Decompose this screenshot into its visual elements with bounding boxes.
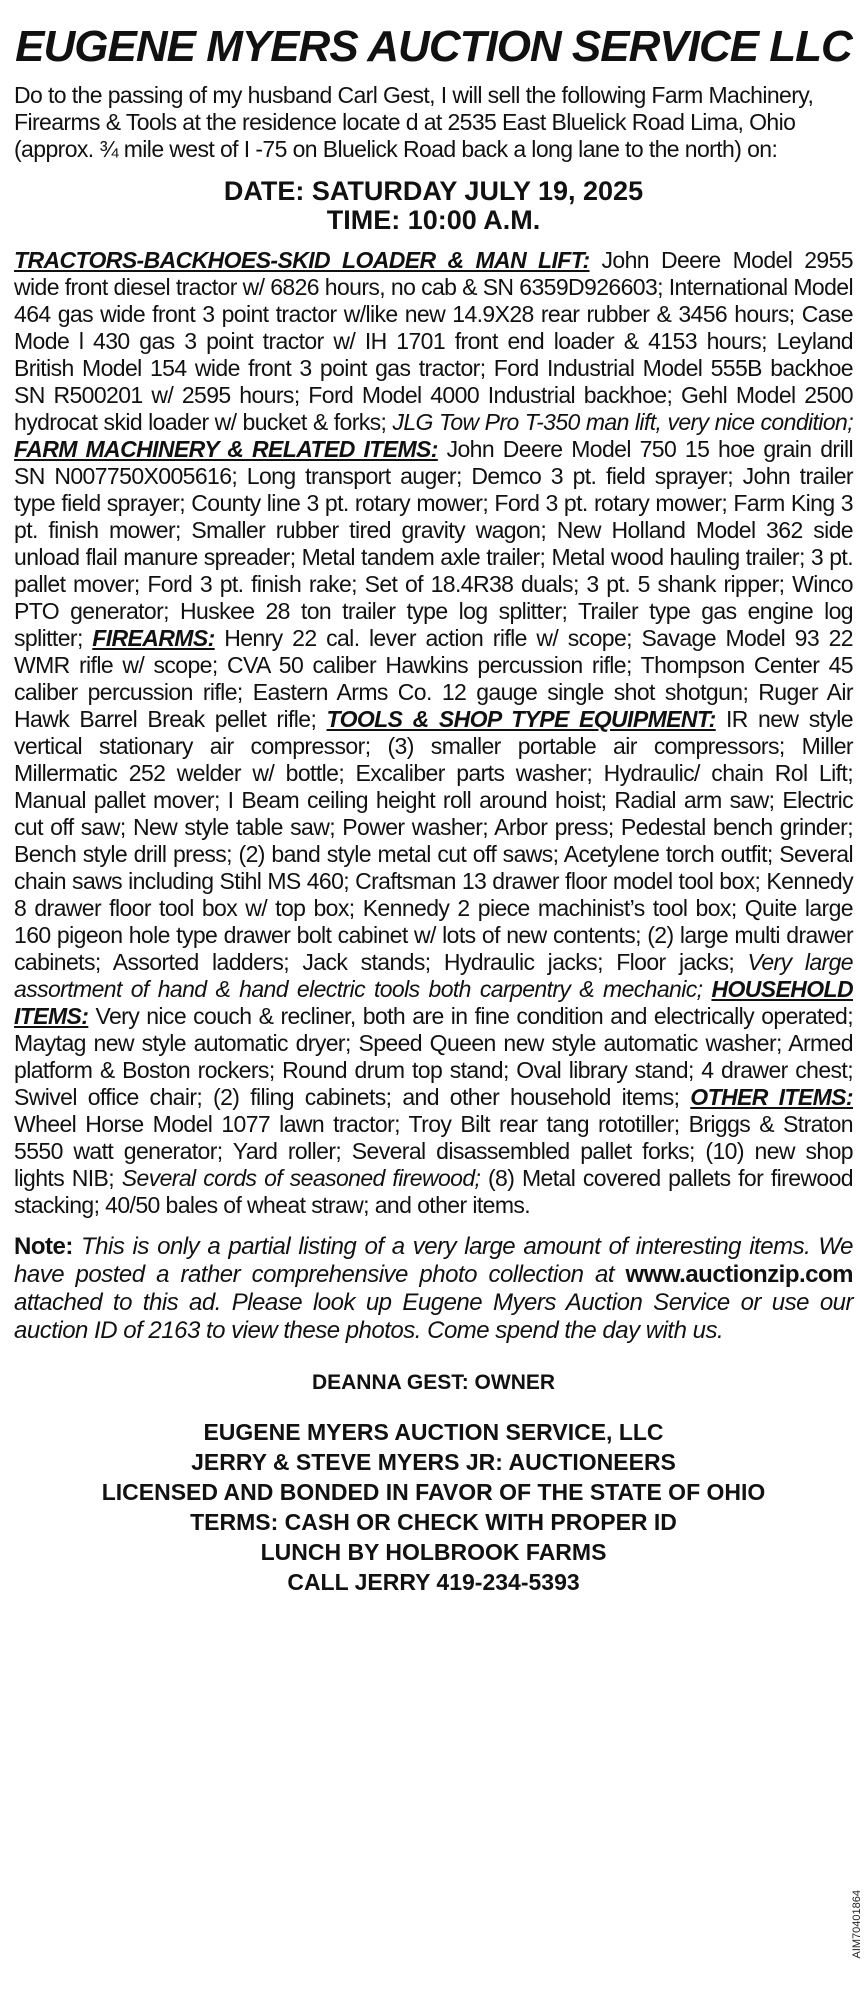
ad-id: AIM70401864 [851, 1889, 863, 1958]
other-heading: OTHER ITEMS: [690, 1084, 853, 1110]
note-text-2: attached to this ad. Please look up Eugene Myers Auction Service or use our auction ID of 2163 to view these photos. Come spend the day with us. [14, 1289, 853, 1344]
ad-title: EUGENE MYERS AUCTION SERVICE LLC [15, 22, 852, 71]
date-time-block [14, 177, 853, 235]
tools-italic: Very large assortment of hand & hand electric tools both carpentry & mechanic; [14, 949, 853, 1002]
note-paragraph [14, 1233, 853, 1345]
footer-block [14, 1417, 853, 1597]
note-label: Note: [14, 1233, 73, 1260]
intro-paragraph: Do to the passing of my husband Carl Gest, I will sell the following Farm Machinery, Firearms & Tools at the residence locate d at 2535 East Bluelick Road Lima, Ohio (approx. ¾ mile west of I -75 on Bluelick Road back a long lane to the north) on: [14, 82, 814, 162]
auction-time: TIME: 10:00 A.M. [326, 205, 541, 235]
farm-text: John Deere Model 750 15 hoe grain drill SN N007750X005616; Long transport auger; Demco 3 pt. field sprayer; John trailer type field sprayer; County line 3 pt. rotary mower; Ford 3 pt. rotary mower; Farm King 3 pt. finish mower; Smaller rubber tired gravity wagon; New Holland Model 362 side unload flail manure spreader; Metal tandem axle trailer; Metal wood hauling trailer; 3 pt. pallet mover; Ford 3 pt. finish rake; Set of 18.4R38 duals; 3 pt. 5 shank ripper; Winco PTO generator; Huskee 28 ton trailer type log splitter; Trailer type gas engine log splitter; [14, 436, 853, 651]
owner-line: DEANNA GEST: OWNER [311, 1371, 556, 1394]
item-listing [14, 247, 853, 1219]
footer-terms: TERMS: CASH OR CHECK WITH PROPER ID [190, 1509, 677, 1535]
auction-ad [14, 0, 853, 1597]
footer-auctioneers: JERRY & STEVE MYERS JR: AUCTIONEERS [191, 1449, 676, 1475]
note-text-1: This is only a partial listing of a very large amount of interesting items. We have posted a rather comprehensive photo collection at [14, 1233, 853, 1288]
tractors-heading: TRACTORS-BACKHOES-SKID LOADER & MAN LIFT: [14, 247, 590, 273]
other-text-2: (8) Metal covered pallets for firewood stacking; 40/50 bales of wheat straw; and other items. [14, 1165, 853, 1218]
other-italic: Several cords of seasoned firewood; [121, 1165, 481, 1191]
household-text: Very nice couch & recliner, both are in fine condition and electrically operated; Maytag new style automatic dryer; Speed Queen new style automatic washer; Armed platform & Boston rockers; Round drum top stand; Oval library stand; 4 drawer chest; Swivel office chair; (2) filing cabinets; and other household items; [14, 1003, 853, 1110]
firearms-heading: FIREARMS: [92, 625, 215, 651]
tools-heading: TOOLS & SHOP TYPE EQUIPMENT: [326, 706, 716, 732]
tools-text: IR new style vertical stationary air compressor; (3) smaller portable air compressors; Miller Millermatic 252 welder w/ bottle; Excaliber parts washer; Hydraulic/ chain Rol Lift; Manual pallet mover; I Beam ceiling height roll around hoist; Radial arm saw; Electric cut off saw; New style table saw; Power washer; Arbor press; Pedestal bench grinder; Bench style drill press; (2) band style metal cut off saws; Acetylene torch outfit; Several chain saws including Stihl MS 460; Craftsman 13 drawer floor model tool box; Kennedy 8 drawer floor tool box w/ top box; Kennedy 2 piece machinist’s tool box; Quite large 160 pigeon hole type drawer bolt cabinet w/ lots of new contents; (2) large multi drawer cabinets; Assorted ladders; Jack stands; Hydraulic jacks; Floor jacks; [14, 706, 853, 975]
tractors-italic: JLG Tow Pro T-350 man lift, very nice condition; [392, 409, 853, 435]
footer-phone: CALL JERRY 419-234-5393 [287, 1569, 580, 1595]
footer-license: LICENSED AND BONDED IN FAVOR OF THE STATE OF OHIO [101, 1479, 766, 1505]
household-heading: HOUSEHOLD ITEMS: [14, 976, 853, 1029]
tractors-text: John Deere Model 2955 wide front diesel tractor w/ 6826 hours, no cab & SN 6359D926603; International Model 464 gas wide front 3 point tractor w/like new 14.9X28 rear rubber & 3456 hours; Case Mode l 430 gas 3 point tractor w/ IH 1701 front end loader & 4153 hours; Leyland British Model 154 wide front 3 point gas tractor; Ford Industrial Model 555B backhoe SN R500201 w/ 2595 hours; Ford Model 4000 Industrial backhoe; Gehl Model 2500 hydrocat skid loader w/ bucket & forks; [14, 247, 853, 435]
footer-company: EUGENE MYERS AUCTION SERVICE, LLC [203, 1419, 664, 1445]
auction-date: DATE: SATURDAY JULY 19, 2025 [223, 176, 644, 206]
other-text: Wheel Horse Model 1077 lawn tractor; Troy Bilt rear tang rototiller; Briggs & Straton 5550 watt generator; Yard roller; Several disassembled pallet forks; (10) new shop lights NIB; [14, 1111, 853, 1191]
auction-link[interactable]: www.auctionzip.com [625, 1261, 853, 1288]
firearms-text: Henry 22 cal. lever action rifle w/ scope; Savage Model 93 22 WMR rifle w/ scope; CVA 50 caliber Hawkins percussion rifle; Thompson Center 45 caliber percussion rifle; Eastern Arms Co. 12 gauge single shot shotgun; Ruger Air Hawk Barrel Break pellet rifle; [14, 625, 853, 732]
footer-lunch: LUNCH BY HOLBROOK FARMS [260, 1539, 607, 1565]
farm-heading: FARM MACHINERY & RELATED ITEMS: [14, 436, 438, 462]
